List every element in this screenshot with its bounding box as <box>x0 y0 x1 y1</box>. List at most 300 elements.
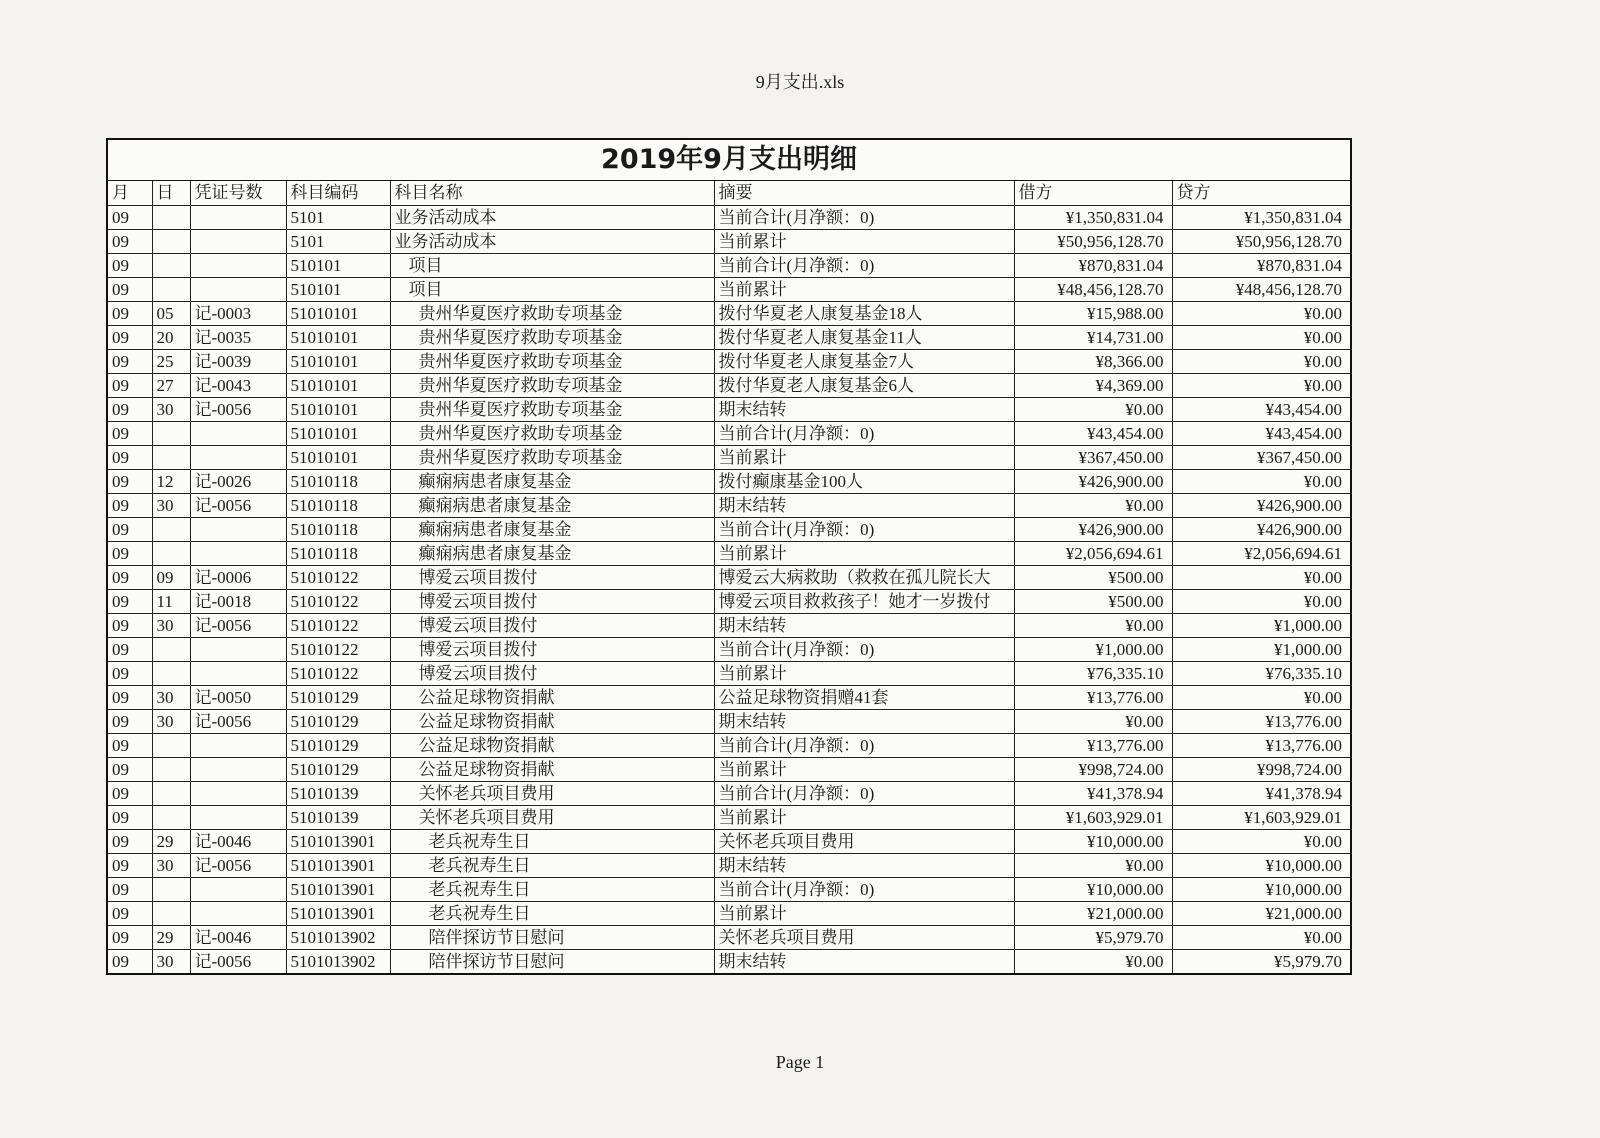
cell-day <box>152 253 190 277</box>
cell-month: 09 <box>108 805 152 829</box>
cell-account-name: 癫痫病患者康复基金 <box>390 517 714 541</box>
cell-summary: 拨付癫康基金100人 <box>714 469 1014 493</box>
cell-credit: ¥10,000.00 <box>1172 853 1350 877</box>
cell-account-code: 5101013902 <box>286 925 390 949</box>
cell-account-name: 癫痫病患者康复基金 <box>390 469 714 493</box>
cell-month: 09 <box>108 685 152 709</box>
cell-credit: ¥0.00 <box>1172 349 1350 373</box>
cell-day <box>152 445 190 469</box>
cell-account-name: 癫痫病患者康复基金 <box>390 493 714 517</box>
cell-credit: ¥1,000.00 <box>1172 637 1350 661</box>
cell-summary: 期末结转 <box>714 613 1014 637</box>
cell-account-name: 博爱云项目拨付 <box>390 565 714 589</box>
cell-debit: ¥998,724.00 <box>1014 757 1172 781</box>
cell-credit: ¥426,900.00 <box>1172 493 1350 517</box>
cell-debit: ¥43,454.00 <box>1014 421 1172 445</box>
cell-account-code: 51010101 <box>286 301 390 325</box>
cell-day: 30 <box>152 709 190 733</box>
table-row <box>108 901 1350 925</box>
cell-month: 09 <box>108 373 152 397</box>
cell-account-name: 老兵祝寿生日 <box>390 829 714 853</box>
table-row <box>108 229 1350 253</box>
cell-account-code: 51010118 <box>286 541 390 565</box>
cell-month: 09 <box>108 853 152 877</box>
cell-day <box>152 901 190 925</box>
cell-credit: ¥870,831.04 <box>1172 253 1350 277</box>
cell-summary: 拨付华夏老人康复基金11人 <box>714 325 1014 349</box>
col-header-day: 日 <box>152 181 190 205</box>
cell-voucher <box>190 661 286 685</box>
cell-summary: 当前合计(月净额：0) <box>714 253 1014 277</box>
cell-voucher <box>190 445 286 469</box>
cell-voucher: 记-0056 <box>190 397 286 421</box>
table-row <box>108 421 1350 445</box>
cell-month: 09 <box>108 397 152 421</box>
cell-debit: ¥0.00 <box>1014 397 1172 421</box>
cell-day: 29 <box>152 925 190 949</box>
cell-day <box>152 757 190 781</box>
cell-credit: ¥0.00 <box>1172 469 1350 493</box>
cell-account-code: 5101013902 <box>286 949 390 973</box>
col-header-summary: 摘要 <box>714 181 1014 205</box>
cell-debit: ¥500.00 <box>1014 589 1172 613</box>
cell-summary: 当前累计 <box>714 541 1014 565</box>
cell-voucher <box>190 757 286 781</box>
cell-day: 05 <box>152 301 190 325</box>
cell-voucher: 记-0039 <box>190 349 286 373</box>
cell-debit: ¥870,831.04 <box>1014 253 1172 277</box>
cell-debit: ¥21,000.00 <box>1014 901 1172 925</box>
cell-debit: ¥76,335.10 <box>1014 661 1172 685</box>
header-row <box>108 181 1350 205</box>
cell-summary: 当前合计(月净额：0) <box>714 517 1014 541</box>
cell-account-name: 公益足球物资捐献 <box>390 757 714 781</box>
cell-month: 09 <box>108 589 152 613</box>
table-row <box>108 637 1350 661</box>
cell-month: 09 <box>108 829 152 853</box>
cell-account-name: 公益足球物资捐献 <box>390 685 714 709</box>
cell-day <box>152 421 190 445</box>
cell-day <box>152 277 190 301</box>
cell-credit: ¥10,000.00 <box>1172 877 1350 901</box>
cell-voucher: 记-0046 <box>190 829 286 853</box>
cell-month: 09 <box>108 541 152 565</box>
cell-debit: ¥2,056,694.61 <box>1014 541 1172 565</box>
cell-account-code: 51010101 <box>286 397 390 421</box>
table-row <box>108 613 1350 637</box>
cell-summary: 当前累计 <box>714 805 1014 829</box>
cell-debit: ¥4,369.00 <box>1014 373 1172 397</box>
cell-credit: ¥367,450.00 <box>1172 445 1350 469</box>
cell-day: 30 <box>152 397 190 421</box>
table-row <box>108 565 1350 589</box>
cell-day <box>152 781 190 805</box>
cell-summary: 当前累计 <box>714 661 1014 685</box>
cell-month: 09 <box>108 445 152 469</box>
cell-voucher: 记-0018 <box>190 589 286 613</box>
page-footer: Page 1 <box>775 1052 825 1072</box>
cell-day <box>152 637 190 661</box>
cell-day: 30 <box>152 685 190 709</box>
cell-month: 09 <box>108 757 152 781</box>
cell-debit: ¥0.00 <box>1014 709 1172 733</box>
cell-day: 27 <box>152 373 190 397</box>
col-header-debit: 借方 <box>1014 181 1172 205</box>
cell-debit: ¥367,450.00 <box>1014 445 1172 469</box>
table-row <box>108 541 1350 565</box>
cell-summary: 当前累计 <box>714 901 1014 925</box>
ledger-sheet <box>106 138 1352 975</box>
cell-day: 12 <box>152 469 190 493</box>
cell-day: 30 <box>152 613 190 637</box>
cell-voucher <box>190 733 286 757</box>
cell-summary: 拨付华夏老人康复基金7人 <box>714 349 1014 373</box>
cell-summary: 公益足球物资捐赠41套 <box>714 685 1014 709</box>
cell-credit: ¥41,378.94 <box>1172 781 1350 805</box>
cell-debit: ¥1,000.00 <box>1014 637 1172 661</box>
cell-account-name: 贵州华夏医疗救助专项基金 <box>390 325 714 349</box>
table-row <box>108 253 1350 277</box>
cell-credit: ¥426,900.00 <box>1172 517 1350 541</box>
cell-credit: ¥76,335.10 <box>1172 661 1350 685</box>
cell-account-code: 51010129 <box>286 709 390 733</box>
ledger-table <box>108 181 1350 973</box>
cell-day: 30 <box>152 853 190 877</box>
cell-summary: 拨付华夏老人康复基金6人 <box>714 373 1014 397</box>
cell-month: 09 <box>108 637 152 661</box>
cell-debit: ¥8,366.00 <box>1014 349 1172 373</box>
cell-account-code: 51010129 <box>286 757 390 781</box>
cell-credit: ¥0.00 <box>1172 685 1350 709</box>
cell-account-code: 51010118 <box>286 517 390 541</box>
cell-account-code: 51010101 <box>286 421 390 445</box>
cell-month: 09 <box>108 565 152 589</box>
table-row <box>108 445 1350 469</box>
cell-voucher: 记-0050 <box>190 685 286 709</box>
cell-account-code: 51010101 <box>286 349 390 373</box>
cell-summary: 拨付华夏老人康复基金18人 <box>714 301 1014 325</box>
cell-summary: 当前合计(月净额：0) <box>714 877 1014 901</box>
cell-month: 09 <box>108 421 152 445</box>
cell-account-name: 博爱云项目拨付 <box>390 613 714 637</box>
cell-account-code: 51010101 <box>286 373 390 397</box>
cell-voucher <box>190 877 286 901</box>
table-row <box>108 373 1350 397</box>
cell-debit: ¥13,776.00 <box>1014 685 1172 709</box>
cell-voucher <box>190 277 286 301</box>
cell-debit: ¥426,900.00 <box>1014 469 1172 493</box>
cell-summary: 期末结转 <box>714 493 1014 517</box>
cell-summary: 当前累计 <box>714 757 1014 781</box>
cell-voucher <box>190 205 286 229</box>
cell-summary: 关怀老兵项目费用 <box>714 829 1014 853</box>
col-header-code: 科目编码 <box>286 181 390 205</box>
cell-account-code: 5101013901 <box>286 853 390 877</box>
cell-credit: ¥43,454.00 <box>1172 421 1350 445</box>
cell-credit: ¥998,724.00 <box>1172 757 1350 781</box>
cell-summary: 当前合计(月净额：0) <box>714 205 1014 229</box>
cell-summary: 期末结转 <box>714 853 1014 877</box>
table-row <box>108 733 1350 757</box>
cell-day: 11 <box>152 589 190 613</box>
cell-debit: ¥0.00 <box>1014 853 1172 877</box>
cell-summary: 当前累计 <box>714 229 1014 253</box>
table-row <box>108 757 1350 781</box>
table-row <box>108 877 1350 901</box>
cell-month: 09 <box>108 925 152 949</box>
cell-account-code: 510101 <box>286 277 390 301</box>
col-header-name: 科目名称 <box>390 181 714 205</box>
cell-voucher: 记-0046 <box>190 925 286 949</box>
cell-voucher <box>190 805 286 829</box>
cell-credit: ¥21,000.00 <box>1172 901 1350 925</box>
cell-voucher <box>190 253 286 277</box>
cell-day <box>152 205 190 229</box>
cell-account-name: 老兵祝寿生日 <box>390 877 714 901</box>
cell-month: 09 <box>108 781 152 805</box>
cell-day <box>152 517 190 541</box>
cell-debit: ¥500.00 <box>1014 565 1172 589</box>
cell-account-name: 贵州华夏医疗救助专项基金 <box>390 421 714 445</box>
cell-voucher: 记-0035 <box>190 325 286 349</box>
cell-credit: ¥1,000.00 <box>1172 613 1350 637</box>
cell-account-code: 51010122 <box>286 589 390 613</box>
cell-account-name: 癫痫病患者康复基金 <box>390 541 714 565</box>
cell-month: 09 <box>108 877 152 901</box>
cell-summary: 期末结转 <box>714 397 1014 421</box>
cell-month: 09 <box>108 661 152 685</box>
cell-voucher <box>190 901 286 925</box>
cell-summary: 期末结转 <box>714 709 1014 733</box>
cell-day: 20 <box>152 325 190 349</box>
cell-account-code: 5101013901 <box>286 901 390 925</box>
cell-month: 09 <box>108 253 152 277</box>
cell-month: 09 <box>108 349 152 373</box>
cell-account-code: 5101013901 <box>286 829 390 853</box>
cell-account-code: 510101 <box>286 253 390 277</box>
cell-account-name: 关怀老兵项目费用 <box>390 805 714 829</box>
cell-account-name: 业务活动成本 <box>390 229 714 253</box>
cell-account-code: 5101 <box>286 205 390 229</box>
cell-credit: ¥5,979.70 <box>1172 949 1350 973</box>
cell-month: 09 <box>108 733 152 757</box>
table-row <box>108 709 1350 733</box>
cell-day: 25 <box>152 349 190 373</box>
table-row <box>108 397 1350 421</box>
cell-month: 09 <box>108 517 152 541</box>
cell-account-code: 51010122 <box>286 637 390 661</box>
cell-debit: ¥48,456,128.70 <box>1014 277 1172 301</box>
table-row <box>108 781 1350 805</box>
cell-credit: ¥0.00 <box>1172 589 1350 613</box>
cell-day <box>152 661 190 685</box>
cell-voucher <box>190 421 286 445</box>
cell-day: 30 <box>152 949 190 973</box>
cell-credit: ¥13,776.00 <box>1172 733 1350 757</box>
cell-account-name: 贵州华夏医疗救助专项基金 <box>390 445 714 469</box>
cell-account-code: 51010129 <box>286 685 390 709</box>
cell-day: 09 <box>152 565 190 589</box>
table-row <box>108 277 1350 301</box>
cell-account-name: 项目 <box>390 253 714 277</box>
cell-account-code: 51010122 <box>286 565 390 589</box>
cell-day <box>152 229 190 253</box>
cell-month: 09 <box>108 949 152 973</box>
table-row <box>108 349 1350 373</box>
cell-account-code: 51010139 <box>286 805 390 829</box>
cell-account-code: 51010101 <box>286 325 390 349</box>
cell-debit: ¥1,350,831.04 <box>1014 205 1172 229</box>
cell-debit: ¥0.00 <box>1014 493 1172 517</box>
cell-account-name: 老兵祝寿生日 <box>390 853 714 877</box>
cell-voucher <box>190 541 286 565</box>
cell-account-name: 业务活动成本 <box>390 205 714 229</box>
cell-debit: ¥50,956,128.70 <box>1014 229 1172 253</box>
cell-account-code: 51010101 <box>286 445 390 469</box>
cell-credit: ¥0.00 <box>1172 373 1350 397</box>
cell-month: 09 <box>108 493 152 517</box>
cell-account-name: 贵州华夏医疗救助专项基金 <box>390 301 714 325</box>
cell-summary: 博爱云大病救助（救救在孤儿院长大 <box>714 565 1014 589</box>
col-header-voucher: 凭证号数 <box>190 181 286 205</box>
cell-voucher: 记-0056 <box>190 709 286 733</box>
cell-account-code: 5101013901 <box>286 877 390 901</box>
cell-summary: 期末结转 <box>714 949 1014 973</box>
cell-account-name: 公益足球物资捐献 <box>390 733 714 757</box>
cell-summary: 当前合计(月净额：0) <box>714 421 1014 445</box>
cell-voucher: 记-0056 <box>190 853 286 877</box>
cell-credit: ¥2,056,694.61 <box>1172 541 1350 565</box>
sheet-title: 2019年9月支出明细 <box>108 140 1350 181</box>
cell-month: 09 <box>108 325 152 349</box>
page-header: 9月支出.xls <box>755 72 845 92</box>
cell-summary: 博爱云项目救救孩子！她才一岁拨付 <box>714 589 1014 613</box>
cell-account-code: 51010139 <box>286 781 390 805</box>
cell-month: 09 <box>108 901 152 925</box>
cell-month: 09 <box>108 205 152 229</box>
cell-day <box>152 877 190 901</box>
cell-account-name: 贵州华夏医疗救助专项基金 <box>390 397 714 421</box>
table-row <box>108 469 1350 493</box>
cell-month: 09 <box>108 469 152 493</box>
cell-debit: ¥15,988.00 <box>1014 301 1172 325</box>
table-row <box>108 493 1350 517</box>
cell-account-name: 关怀老兵项目费用 <box>390 781 714 805</box>
cell-account-code: 51010118 <box>286 469 390 493</box>
table-row <box>108 517 1350 541</box>
cell-voucher <box>190 637 286 661</box>
table-row <box>108 853 1350 877</box>
cell-voucher: 记-0006 <box>190 565 286 589</box>
cell-credit: ¥1,350,831.04 <box>1172 205 1350 229</box>
cell-account-name: 贵州华夏医疗救助专项基金 <box>390 349 714 373</box>
cell-voucher: 记-0043 <box>190 373 286 397</box>
cell-account-code: 51010122 <box>286 661 390 685</box>
cell-month: 09 <box>108 229 152 253</box>
cell-account-code: 5101 <box>286 229 390 253</box>
cell-account-name: 老兵祝寿生日 <box>390 901 714 925</box>
cell-debit: ¥5,979.70 <box>1014 925 1172 949</box>
table-row <box>108 325 1350 349</box>
table-row <box>108 949 1350 973</box>
cell-account-name: 公益足球物资捐献 <box>390 709 714 733</box>
cell-voucher: 记-0056 <box>190 493 286 517</box>
cell-credit: ¥0.00 <box>1172 925 1350 949</box>
cell-account-code: 51010122 <box>286 613 390 637</box>
cell-voucher <box>190 229 286 253</box>
cell-credit: ¥1,603,929.01 <box>1172 805 1350 829</box>
cell-account-name: 项目 <box>390 277 714 301</box>
table-row <box>108 685 1350 709</box>
cell-account-code: 51010129 <box>286 733 390 757</box>
cell-credit: ¥13,776.00 <box>1172 709 1350 733</box>
cell-account-name: 贵州华夏医疗救助专项基金 <box>390 373 714 397</box>
col-header-credit: 贷方 <box>1172 181 1350 205</box>
cell-credit: ¥0.00 <box>1172 301 1350 325</box>
table-row <box>108 301 1350 325</box>
cell-month: 09 <box>108 613 152 637</box>
cell-month: 09 <box>108 277 152 301</box>
cell-debit: ¥13,776.00 <box>1014 733 1172 757</box>
cell-summary: 当前累计 <box>714 445 1014 469</box>
cell-voucher: 记-0003 <box>190 301 286 325</box>
cell-debit: ¥14,731.00 <box>1014 325 1172 349</box>
cell-voucher <box>190 517 286 541</box>
table-row <box>108 661 1350 685</box>
cell-voucher: 记-0056 <box>190 949 286 973</box>
cell-debit: ¥0.00 <box>1014 949 1172 973</box>
cell-credit: ¥43,454.00 <box>1172 397 1350 421</box>
table-row <box>108 805 1350 829</box>
cell-day: 30 <box>152 493 190 517</box>
col-header-month: 月 <box>108 181 152 205</box>
cell-voucher <box>190 781 286 805</box>
table-row <box>108 589 1350 613</box>
cell-account-name: 博爱云项目拨付 <box>390 589 714 613</box>
cell-summary: 当前合计(月净额：0) <box>714 733 1014 757</box>
cell-debit: ¥1,603,929.01 <box>1014 805 1172 829</box>
table-row <box>108 925 1350 949</box>
cell-account-code: 51010118 <box>286 493 390 517</box>
cell-debit: ¥41,378.94 <box>1014 781 1172 805</box>
cell-debit: ¥0.00 <box>1014 613 1172 637</box>
cell-credit: ¥50,956,128.70 <box>1172 229 1350 253</box>
cell-day <box>152 733 190 757</box>
cell-account-name: 博爱云项目拨付 <box>390 637 714 661</box>
table-row <box>108 205 1350 229</box>
cell-month: 09 <box>108 301 152 325</box>
cell-debit: ¥10,000.00 <box>1014 877 1172 901</box>
cell-month: 09 <box>108 709 152 733</box>
cell-account-name: 陪伴探访节日慰问 <box>390 949 714 973</box>
table-row <box>108 829 1350 853</box>
cell-credit: ¥0.00 <box>1172 565 1350 589</box>
cell-summary: 当前合计(月净额：0) <box>714 637 1014 661</box>
cell-summary: 当前合计(月净额：0) <box>714 781 1014 805</box>
cell-day: 29 <box>152 829 190 853</box>
cell-summary: 当前累计 <box>714 277 1014 301</box>
cell-debit: ¥10,000.00 <box>1014 829 1172 853</box>
cell-voucher: 记-0026 <box>190 469 286 493</box>
cell-credit: ¥48,456,128.70 <box>1172 277 1350 301</box>
cell-voucher: 记-0056 <box>190 613 286 637</box>
cell-day <box>152 805 190 829</box>
cell-account-name: 陪伴探访节日慰问 <box>390 925 714 949</box>
cell-summary: 关怀老兵项目费用 <box>714 925 1014 949</box>
cell-debit: ¥426,900.00 <box>1014 517 1172 541</box>
ledger-body <box>108 205 1350 973</box>
cell-credit: ¥0.00 <box>1172 829 1350 853</box>
